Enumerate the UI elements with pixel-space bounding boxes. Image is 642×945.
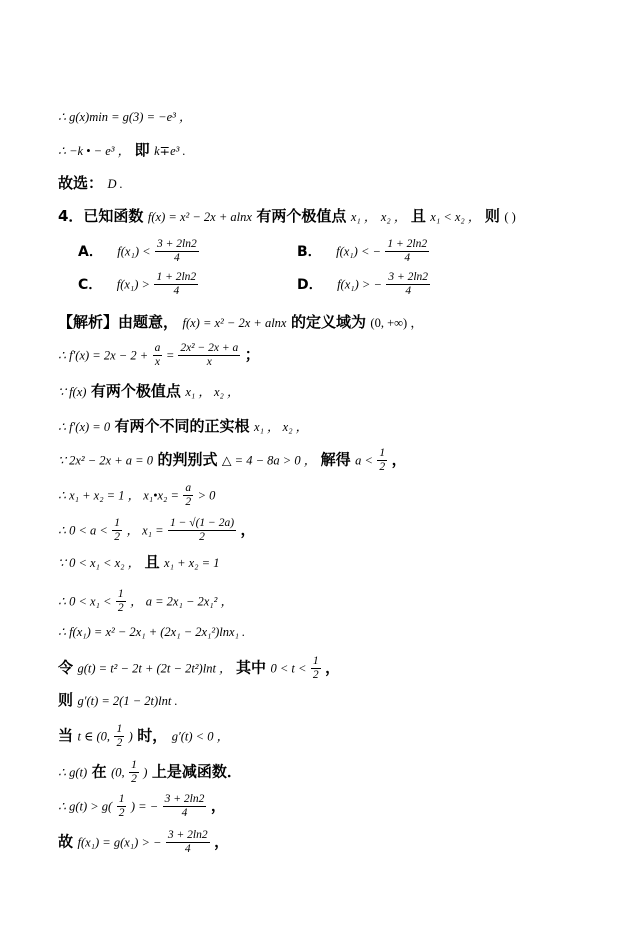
solution-line-15 xyxy=(58,793,226,820)
s3-fx: ∵ f(x) xyxy=(58,385,87,399)
line-answer xyxy=(58,176,123,191)
option-b-num: 1 + 2ln2 xyxy=(385,238,429,252)
s9-a-expr: ， a = 2x₁ − 2x₁² ， xyxy=(130,594,234,609)
s14-frac-num: 1 xyxy=(129,759,139,773)
s14-frac xyxy=(129,759,139,786)
text-ji: 即 xyxy=(134,141,150,159)
solution-line-12 xyxy=(58,693,178,708)
s2-derivative: ∴ f′(x) = 2x − 2 + xyxy=(58,348,149,363)
s2-frac-1 xyxy=(153,342,163,369)
s6-frac xyxy=(183,482,193,509)
solution-line-16 xyxy=(58,829,229,856)
solution-line-11 xyxy=(58,655,340,682)
s5-discriminant: △ = 4 − 8a > 0 ， xyxy=(221,453,317,468)
option-a-den: 4 xyxy=(174,252,180,265)
s16-end: ， xyxy=(214,832,230,851)
s7-frac-1-den: 2 xyxy=(114,531,121,544)
solution-line-14 xyxy=(58,759,242,786)
q4-x1: x₁ ， xyxy=(350,210,377,224)
answer-value: D . xyxy=(107,177,123,191)
s4-roots: x₁ ， x₂ ， xyxy=(254,420,309,434)
s2-frac-2-num: 2x² − 2x + a xyxy=(178,342,240,356)
s8-text: 且 xyxy=(144,553,160,571)
option-c-den: 4 xyxy=(173,285,180,298)
s14-gt: ∴ g(t) xyxy=(58,765,88,780)
q4-text-1: 4．已知函数 xyxy=(58,207,144,225)
s15-frac-2 xyxy=(163,793,207,820)
s2-equals: = xyxy=(166,348,174,363)
s11-text: 令 xyxy=(58,658,74,677)
s5-text-2: 解得 xyxy=(320,450,351,469)
s14-interval-end: ) xyxy=(143,765,148,780)
s13-text: 当 xyxy=(58,726,74,745)
option-a-num: 3 + 2ln2 xyxy=(155,238,199,252)
s12-derivative: g′(t) = 2(1 − 2t)lnt . xyxy=(77,694,178,708)
s5-frac-den: 2 xyxy=(379,461,386,474)
s16-conclusion: f(x₁) = g(x₁) > − xyxy=(77,835,162,850)
s8-sum: x₁ + x₂ = 1 xyxy=(164,556,220,570)
option-c-frac xyxy=(154,271,198,298)
s11-frac-num: 1 xyxy=(311,655,321,669)
s5-frac-num: 1 xyxy=(377,447,387,461)
option-a-expr: f(x₁) < xyxy=(117,244,151,259)
s1-text-2: 的定义域为 xyxy=(290,313,366,331)
s6-frac-den: 2 xyxy=(185,496,192,509)
s13-frac-num: 1 xyxy=(114,723,124,737)
s3-points: x₁ ， x₂ ， xyxy=(185,385,240,399)
option-b-expr: f(x₁) < − xyxy=(336,244,381,259)
solution-line-8 xyxy=(58,555,219,570)
s2-end: ； xyxy=(244,345,260,364)
q4-function: f(x) = x² − 2x + alnx xyxy=(147,210,252,224)
option-d-expr: f(x₁) > − xyxy=(337,277,382,292)
option-a xyxy=(78,238,199,265)
s1-text: 【解析】由题意， xyxy=(58,313,179,331)
option-d-label: D． xyxy=(297,276,323,293)
s4-text: 有两个不同的正实根 xyxy=(114,417,250,435)
s15-ineq: ∴ g(t) > g( xyxy=(58,799,113,814)
solution-line-6 xyxy=(58,482,215,509)
solution-line-2 xyxy=(58,342,260,369)
q4-text-3: 且 xyxy=(410,207,426,225)
math-k2: k∓e³ . xyxy=(154,144,186,158)
s13-text-2: 时， xyxy=(137,726,168,745)
s13-sign: g′(t) < 0 ， xyxy=(171,729,230,744)
s7-frac-2-den: 2 xyxy=(199,531,205,544)
s7-frac-2 xyxy=(168,517,236,544)
s15-end: ， xyxy=(210,796,226,815)
s5-end: ， xyxy=(391,450,407,469)
option-b-label: B． xyxy=(297,243,322,260)
option-b-frac xyxy=(385,238,429,265)
option-c-label: C． xyxy=(78,276,103,293)
s9-frac xyxy=(116,588,126,615)
solution-line-5 xyxy=(58,447,407,474)
s4-eq: ∴ f′(x) = 0 xyxy=(58,420,111,434)
solution-line-10 xyxy=(58,625,245,639)
line-gmin xyxy=(58,110,192,124)
s5-eq: ∵ 2x² − 2x + a = 0 xyxy=(58,453,153,468)
s14-text-2: 上是减函数． xyxy=(151,762,242,781)
s9-range: ∴ 0 < x₁ < xyxy=(58,594,112,609)
s7-frac-1-num: 1 xyxy=(112,517,122,531)
s14-interval-start: (0, xyxy=(111,765,125,780)
text-answer-label: 故选： xyxy=(58,174,104,192)
option-a-label: A． xyxy=(78,243,103,260)
s16-text: 故 xyxy=(58,832,74,851)
q4-order: x₁ < x₂ ， xyxy=(430,210,481,224)
option-c-expr: f(x₁) > xyxy=(116,277,150,292)
s16-frac-den: 4 xyxy=(184,843,191,856)
s15-frac-1 xyxy=(117,793,127,820)
s7-end: ， xyxy=(240,520,256,539)
s7-frac-2-num: 1 − √(1 − 2a) xyxy=(168,517,236,531)
s1-domain: (0, +∞) ， xyxy=(370,316,423,330)
s5-frac xyxy=(377,447,387,474)
s10-fx1: ∴ f(x₁) = x² − 2x₁ + (2x₁ − 2x₁²)lnx₁ . xyxy=(58,625,246,639)
s6-gt: > 0 xyxy=(197,488,216,503)
s12-text: 则 xyxy=(58,691,74,709)
q4-text-4: 则 xyxy=(484,207,500,225)
s11-gt: g(t) = t² − 2t + (2t − 2t²)lnt ， xyxy=(77,661,232,676)
s11-range: 0 < t < xyxy=(270,661,307,676)
s7-range: ∴ 0 < a < xyxy=(58,523,108,538)
s5-a-lt: a < xyxy=(355,453,373,468)
s3-text: 有两个极值点 xyxy=(90,382,181,400)
s16-frac xyxy=(166,829,210,856)
s13-frac-den: 2 xyxy=(116,737,123,750)
s6-frac-num: a xyxy=(183,482,193,496)
s15-frac-2-num: 3 + 2ln2 xyxy=(163,793,207,807)
option-b-den: 4 xyxy=(404,252,411,265)
s7-x1: ， x₁ = xyxy=(126,523,164,538)
q4-text-2: 有两个极值点 xyxy=(256,207,347,225)
option-d xyxy=(297,271,430,298)
option-d-den: 4 xyxy=(405,285,412,298)
solution-line-4 xyxy=(58,419,308,434)
s8-order: ∵ 0 < x₁ < x₂ ， xyxy=(58,556,141,570)
s11-frac xyxy=(311,655,321,682)
solution-line-7 xyxy=(58,517,256,544)
s2-frac-1-den: x xyxy=(154,356,161,369)
line-k xyxy=(58,143,186,158)
q4-x2: x₂ ， xyxy=(380,210,407,224)
solution-line-1 xyxy=(58,315,423,330)
s2-frac-2-den: x xyxy=(206,356,212,369)
option-d-frac xyxy=(386,271,430,298)
s16-frac-num: 3 + 2ln2 xyxy=(166,829,210,843)
math-gmin: ∴ g(x)min = g(3) = −e³ ， xyxy=(58,110,192,124)
s15-frac-2-den: 4 xyxy=(181,807,188,820)
s6-sum-product: ∴ x₁ + x₂ = 1 ， x₁•x₂ = xyxy=(58,488,179,503)
option-a-frac xyxy=(155,238,199,265)
s7-frac-1 xyxy=(112,517,122,544)
s1-function: f(x) = x² − 2x + alnx xyxy=(182,316,287,330)
q4-blank: ( ) xyxy=(504,210,516,224)
s15-eq: ) = − xyxy=(130,799,159,814)
s15-frac-1-den: 2 xyxy=(118,807,125,820)
option-c-num: 1 + 2ln2 xyxy=(154,271,198,285)
solution-line-13 xyxy=(58,723,229,750)
option-b xyxy=(297,238,429,265)
s13-interval-end: ) xyxy=(128,729,133,744)
solution-line-9 xyxy=(58,588,233,615)
solution-line-3 xyxy=(58,384,240,399)
option-d-num: 3 + 2ln2 xyxy=(386,271,430,285)
s14-frac-den: 2 xyxy=(131,773,137,786)
s11-end: ， xyxy=(325,658,341,677)
s2-frac-2 xyxy=(178,342,240,369)
s9-frac-den: 2 xyxy=(117,602,124,615)
question-4-stem xyxy=(58,209,516,224)
s2-frac-1-num: a xyxy=(153,342,163,356)
s11-text-2: 其中 xyxy=(236,658,267,677)
option-c xyxy=(78,271,198,298)
s13-interval-start: t ∈ (0, xyxy=(77,729,110,744)
s14-text: 在 xyxy=(91,762,107,781)
s13-frac xyxy=(114,723,124,750)
s9-frac-num: 1 xyxy=(116,588,126,602)
s15-frac-1-num: 1 xyxy=(117,793,127,807)
s11-frac-den: 2 xyxy=(312,669,319,682)
s5-text: 的判别式 xyxy=(157,450,218,469)
math-k: ∴ −k • − e³ ， xyxy=(58,144,131,158)
